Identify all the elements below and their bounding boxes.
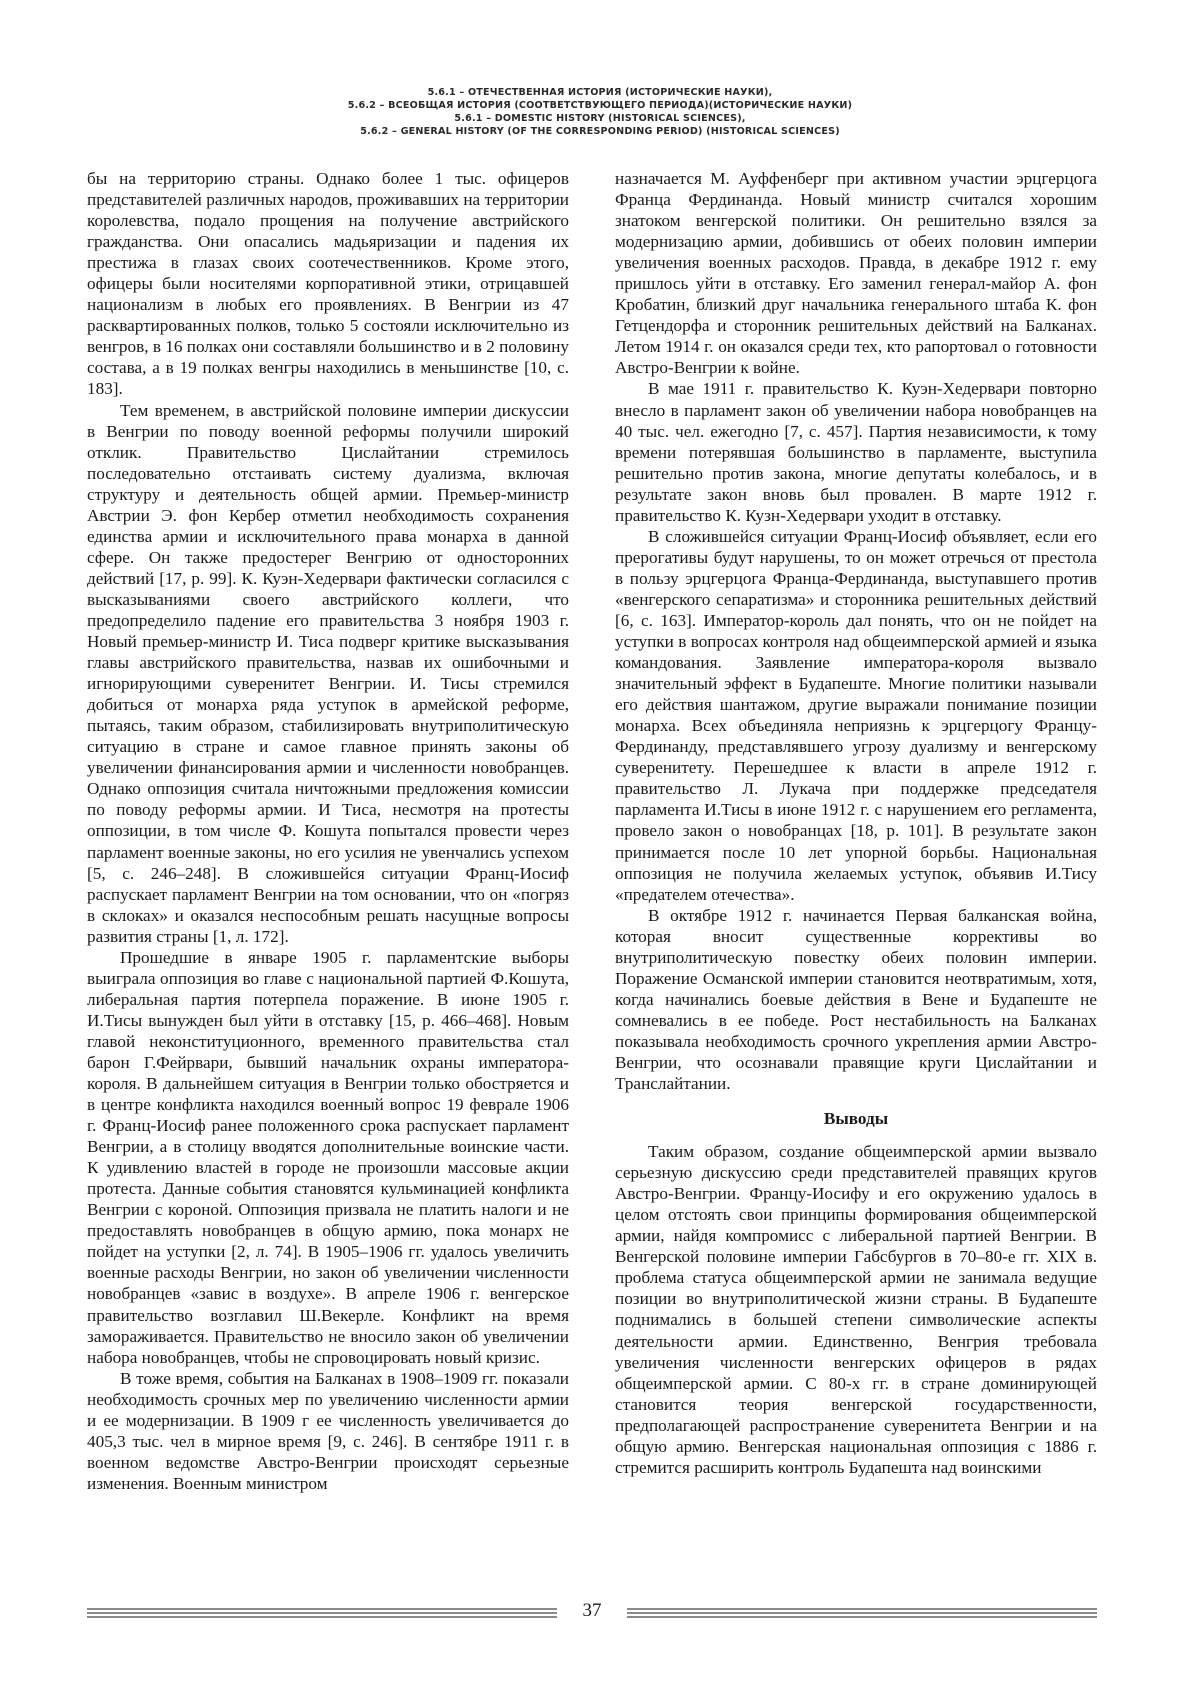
paragraph: В мае 1911 г. правительство К. Куэн-Хедервари повторно внесло в парламент закон об увеличении набора новобранцев на 40 тыс. чел. ежегодно [7, с. 457]. Партия независимости, к тому времени потерявшая большинство в парламенте, выступила решительно против закона, многие депутаты колебалось, и в результате закон вновь был провален. В марте 1912 г. правительство К. Кузн-Хедервари уходит в отставку. [615, 379, 1097, 525]
paragraph: В тоже время, события на Балканах в 1908–1909 гг. показали необходимость срочных мер по увеличению численности армии и ее модернизации. В 1909 г ее численность увеличивается до 405,3 тыс. чел в мирное время [9, с. 246]. В сентябре 1911 г. в военном ведомстве Австро-Венгрии происходят серьезные изменения. Военным министром [87, 1368, 569, 1493]
journal-header [0, 86, 1200, 138]
paragraph: В октябре 1912 г. начинается Первая балканская война, которая вносит существенные коррективы во внутриполитическую повестку обеих половин империи. Поражение Османской империи становится неотвратимым, хотя, когда начинались боевые действия в Вене и Будапеште не сомневались в ее победе. Рост нестабильность на Балканах показывала необходимость срочного укрепления армии Австро-Венгрии, что осознавали правящие круги Цислайтании и Транслайтании. [615, 905, 1097, 1094]
paragraph: Тем временем, в австрийской половине империи дискуссии в Венгрии по поводу военной реформы получили широкий отклик. Правительство Цислайтании стремилось последовательно отстаивать систему дуализма, включая структуру и деятельность общей армии. Премьер-министр Австрии Э. фон Кербер отметил необходимость сохранения единства армии и исключительного права монарха в данной сфере. Он также предостерег Венгрию от односторонних действий [17, p. 99]. К. Куэн-Хедервари фактически согласился с высказываниями своего австрийского коллеги, что предопределило падение его правительства 3 ноября 1903 г. Новый премьер-министр И. Тиса подверг критике высказывания главы австрийского правительства, назвав их ошибочными и игнорирующими суверенитет Венгрии. И. Тисы стремился добиться от монарха ряда уступок в армейской реформе, пытаясь, таким образом, стабилизировать внутриполитическую ситуацию в стране и самое главное принять законы об увеличении финансирования армии и численности новобранцев. Однако оппозиция считала ничтожными предложения комиссии по поводу реформы армии. И Тиса, несмотря на протесты оппозиции, в том числе Ф. Кошута попытался провести через парламент военные законы, но его усилия не увенчались успехом [5, с. 246–248]. В сложившейся ситуации Франц-Иосиф распускает парламент Венгрии на том основании, что он «погряз в склоках» и оказался неспособным решать насущные вопросы развития страны [1, л. 172]. [87, 400, 569, 946]
page-number: 37 [582, 1600, 602, 1621]
section-heading: Выводы [823, 1109, 889, 1129]
left-column [87, 168, 569, 1494]
paragraph: бы на территорию страны. Однако более 1 тыс. офицеров представителей различных народов, проживавших на территории королевства, подало прощения на получение австрийского гражданства. Они опасались мадьяризации и падения их престижа в глазах своих соотечественников. Кроме этого, офицеры были носителями корпоративной этики, отрицавшей национализм в любых его проявлениях. В Венгрии из 47 расквартированных полков, только 5 состояли исключительно из венгров, в 16 полках они составляли большинство и в 2 половину состава, а в 19 полках венгры находились в меньшинстве [10, с. 183]. [87, 169, 569, 399]
header-line: 5.6.2 – ВСЕОБЩАЯ ИСТОРИЯ (СООТВЕТСТВУЮЩЕГО ПЕРИОДА)(ИСТОРИЧЕСКИЕ НАУКИ) [347, 100, 853, 111]
header-line: 5.6.1 – ОТЕЧЕСТВЕННАЯ ИСТОРИЯ (ИСТОРИЧЕСКИЕ НАУКИ), [427, 87, 773, 98]
right-column [615, 168, 1097, 1478]
paragraph: Таким образом, создание общеимперской армии вызвало серьезную дискуссию среди представителей правящих кругов Австро-Венгрии. Францу-Иосифу и его окружению удалось в целом отстоять свои принципы формирования общеимперской армии, найдя компромисс с либеральной партией Венгрии. В Венгерской половине империи Габсбургов в 70–80-е гг. XIX в. проблема статуса общеимперской армии не занимала ведущие позиции во внутриполитической жизни страны. В Будапеште поднимались в большей степени символические аспекты деятельности армии. Единственно, Венгрия требовала увеличения численности венгерских офицеров в рядах общеимперской армии. С 80-х гг. в стране доминирующей становится теория венгерской государственности, предполагающей распространение суверенитета Венгрии и на общую армию. Венгерская национальная оппозиция с 1886 г. стремится расширить контроль Будапешта над воинскими [615, 1142, 1097, 1477]
footer-rule-right [627, 1608, 1097, 1618]
paragraph: назначается М. Ауффенберг при активном участии эрцгерцога Франца Фердинанда. Новый министр считался хорошим знатоком венгерской политики. Он решительно взялся за модернизацию армии, добившись от обеих половин империи увеличения военных расходов. Правда, в декабре 1912 г. ему пришлось уйти в отставку. Его заменил генерал-майор А. фон Кробатин, близкий друг начальника генерального штаба К. фон Гетцендорфа и сторонник решительных действий на Балканах. Летом 1914 г. он оказался среди тех, кто рапортовал о готовности Австро-Венгрии к войне. [615, 169, 1097, 378]
header-line: 5.6.1 – DOMESTIC HISTORY (HISTORICAL SCIENCES), [454, 113, 746, 124]
paragraph: Прошедшие в январе 1905 г. парламентские выборы выиграла оппозиция во главе с национальной партией Ф.Кошута, либеральная партия потерпела поражение. В июне 1905 г. И.Тисы вынужден был уйти в отставку [15, p. 466–468]. Новым главой неконституционного, временного правительства стал барон Г.Фейрвари, бывший начальник охраны императора-короля. В дальнейшем ситуация в Венгрии только обостряется и в центре конфликта находился военный вопрос 19 феврале 1906 г. Франц-Иосиф ранее положенного срока распускает парламент Венгрии, а в столицу вводятся дополнительные воинские части. К удивлению властей в городе не произошли массовые акции протеста. Данные события становятся кульминацией конфликта Венгрии с короной. Оппозиция призвала не платить налоги и не предоставлять новобранцев в общую армию, пока монарх не пойдет на уступки [2, л. 74]. В 1905–1906 гг. удалось увеличить военные расходы Венгрии, но закон об увеличении численности новобранцев «завис в воздухе». В апреле 1906 г. венгерское правительство возглавил Ш.Векерле. Конфликт на время замораживается. Правительство не вносило закон об увеличении набора новобранцев, чтобы не спровоцировать новый кризис. [87, 947, 569, 1367]
header-line: 5.6.2 – GENERAL HISTORY (OF THE CORRESPONDING PERIOD) (HISTORICAL SCIENCES) [360, 126, 840, 137]
paragraph: В сложившейся ситуации Франц-Иосиф объявляет, если его прерогативы будут нарушены, то он может отречься от престола в пользу эрцгерцога Франца-Фердинанда, выступавшего против «венгерского сепаратизма» и сторонника решительных действий [6, с. 163]. Император-король дал понять, что он не пойдет на уступки в вопросах контроля над общеимперской армией и языка командования. Заявление императора-короля вызвало значительный эффект в Будапеште. Многие политики называли его действия шантажом, другие выражали понимание позиции монарха. Всех объединяла неприязнь к эрцгерцогу Францу-Фердинанду, представлявшего угрозу дуализму и венгерскому суверенитету. Перешедшее к власти в апреле 1912 г. правительство Л. Лукача при поддержке председателя парламента И.Тисы в июне 1912 г. с нарушением его регламента, провело закон о новобранцах [18, p. 101]. В результате закон принимается после 10 лет упорной борьбы. Национальная оппозиция не получила желаемых уступок, объявив И.Тису «предателем отечества». [615, 526, 1097, 904]
page-footer [87, 1600, 1097, 1624]
